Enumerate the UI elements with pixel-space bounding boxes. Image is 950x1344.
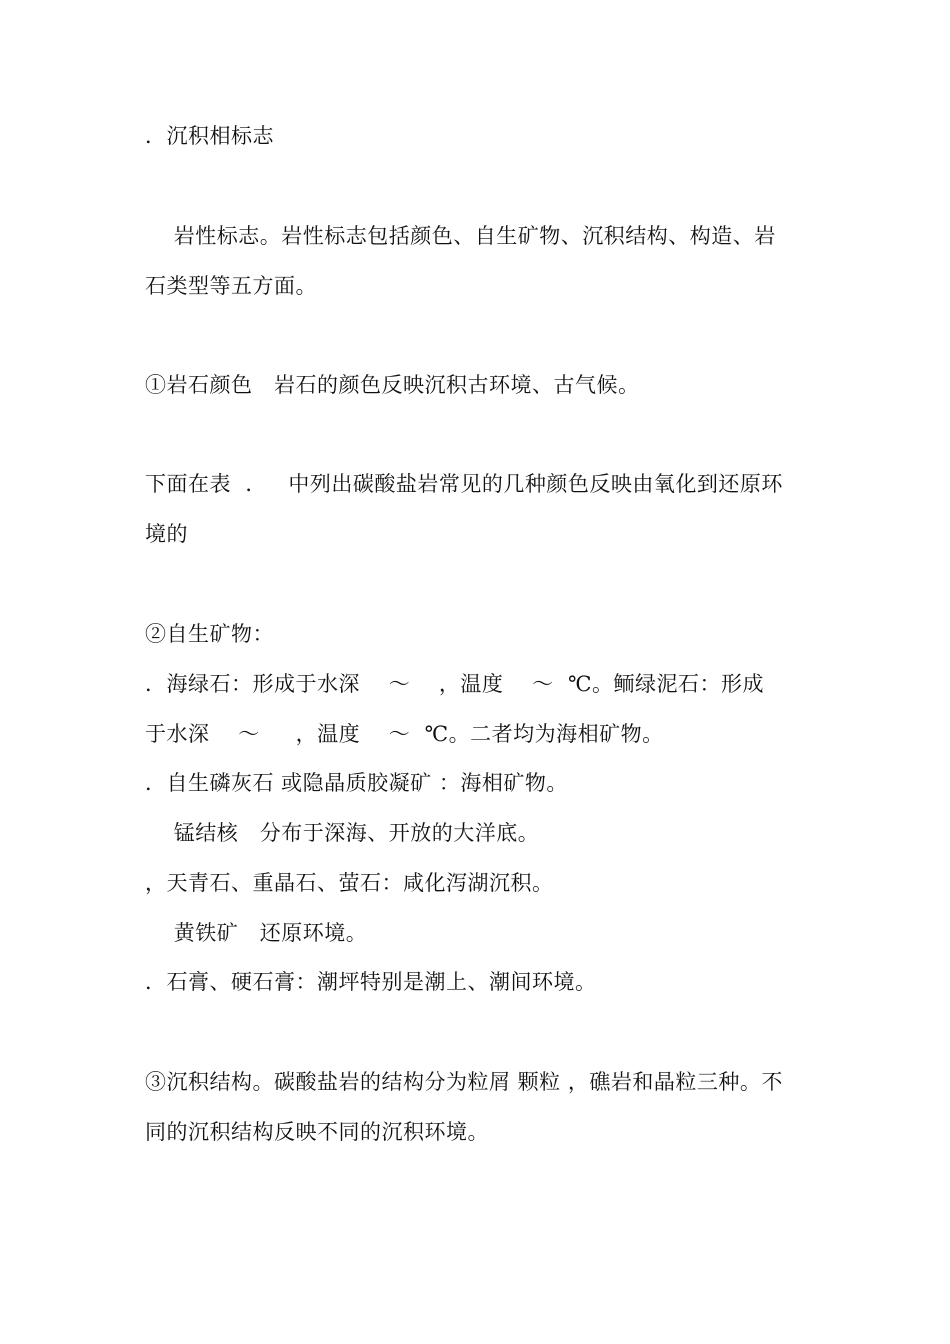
paragraph-sedimentary-structure-line-2: 同的沉积结构反映不同的沉积环境。 [145,1120,489,1144]
authigenic-minerals-line-2: 于水深 ～ ，温度 ～ ℃。二者均为海相矿物。 [145,722,664,746]
authigenic-minerals-title: ②自生矿物： [145,622,274,646]
section-heading: ．沉积相标志 [145,124,274,148]
paragraph-table-note-line-2: 境的 [145,522,188,546]
paragraph-lithology-line-2: 石类型等五方面。 [145,274,317,298]
paragraph-sedimentary-structure-line-1: ③沉积结构。碳酸盐岩的结构分为粒屑 颗粒 ，礁岩和晶粒三种。不 [145,1070,783,1094]
authigenic-minerals-line-6: 黄铁矿 还原环境。 [145,921,368,945]
paragraph-rock-color: ①岩石颜色 岩石的颜色反映沉积古环境、古气候。 [145,373,640,397]
authigenic-minerals-line-7: ．石膏、硬石膏：潮坪特别是潮上、潮间环境。 [145,970,597,994]
paragraph-lithology-line-1: 岩性标志。岩性标志包括颜色、自生矿物、沉积结构、构造、岩 [145,224,776,248]
authigenic-minerals-line-3: ．自生磷灰石 或隐晶质胶凝矿 ：海相矿物。 [145,771,568,795]
authigenic-minerals-line-1: ．海绿石：形成于水深 ～ ，温度 ～ ℃。鲕绿泥石：形成 [145,672,764,696]
authigenic-minerals-line-5: ，天青石、重晶石、萤石：咸化泻湖沉积。 [145,871,554,895]
paragraph-table-note-line-1: 下面在表 ． 中列出碳酸盐岩常见的几种颜色反映由氧化到还原环 [145,472,783,496]
authigenic-minerals-line-4: 锰结核 分布于深海、开放的大洋底。 [145,821,540,845]
